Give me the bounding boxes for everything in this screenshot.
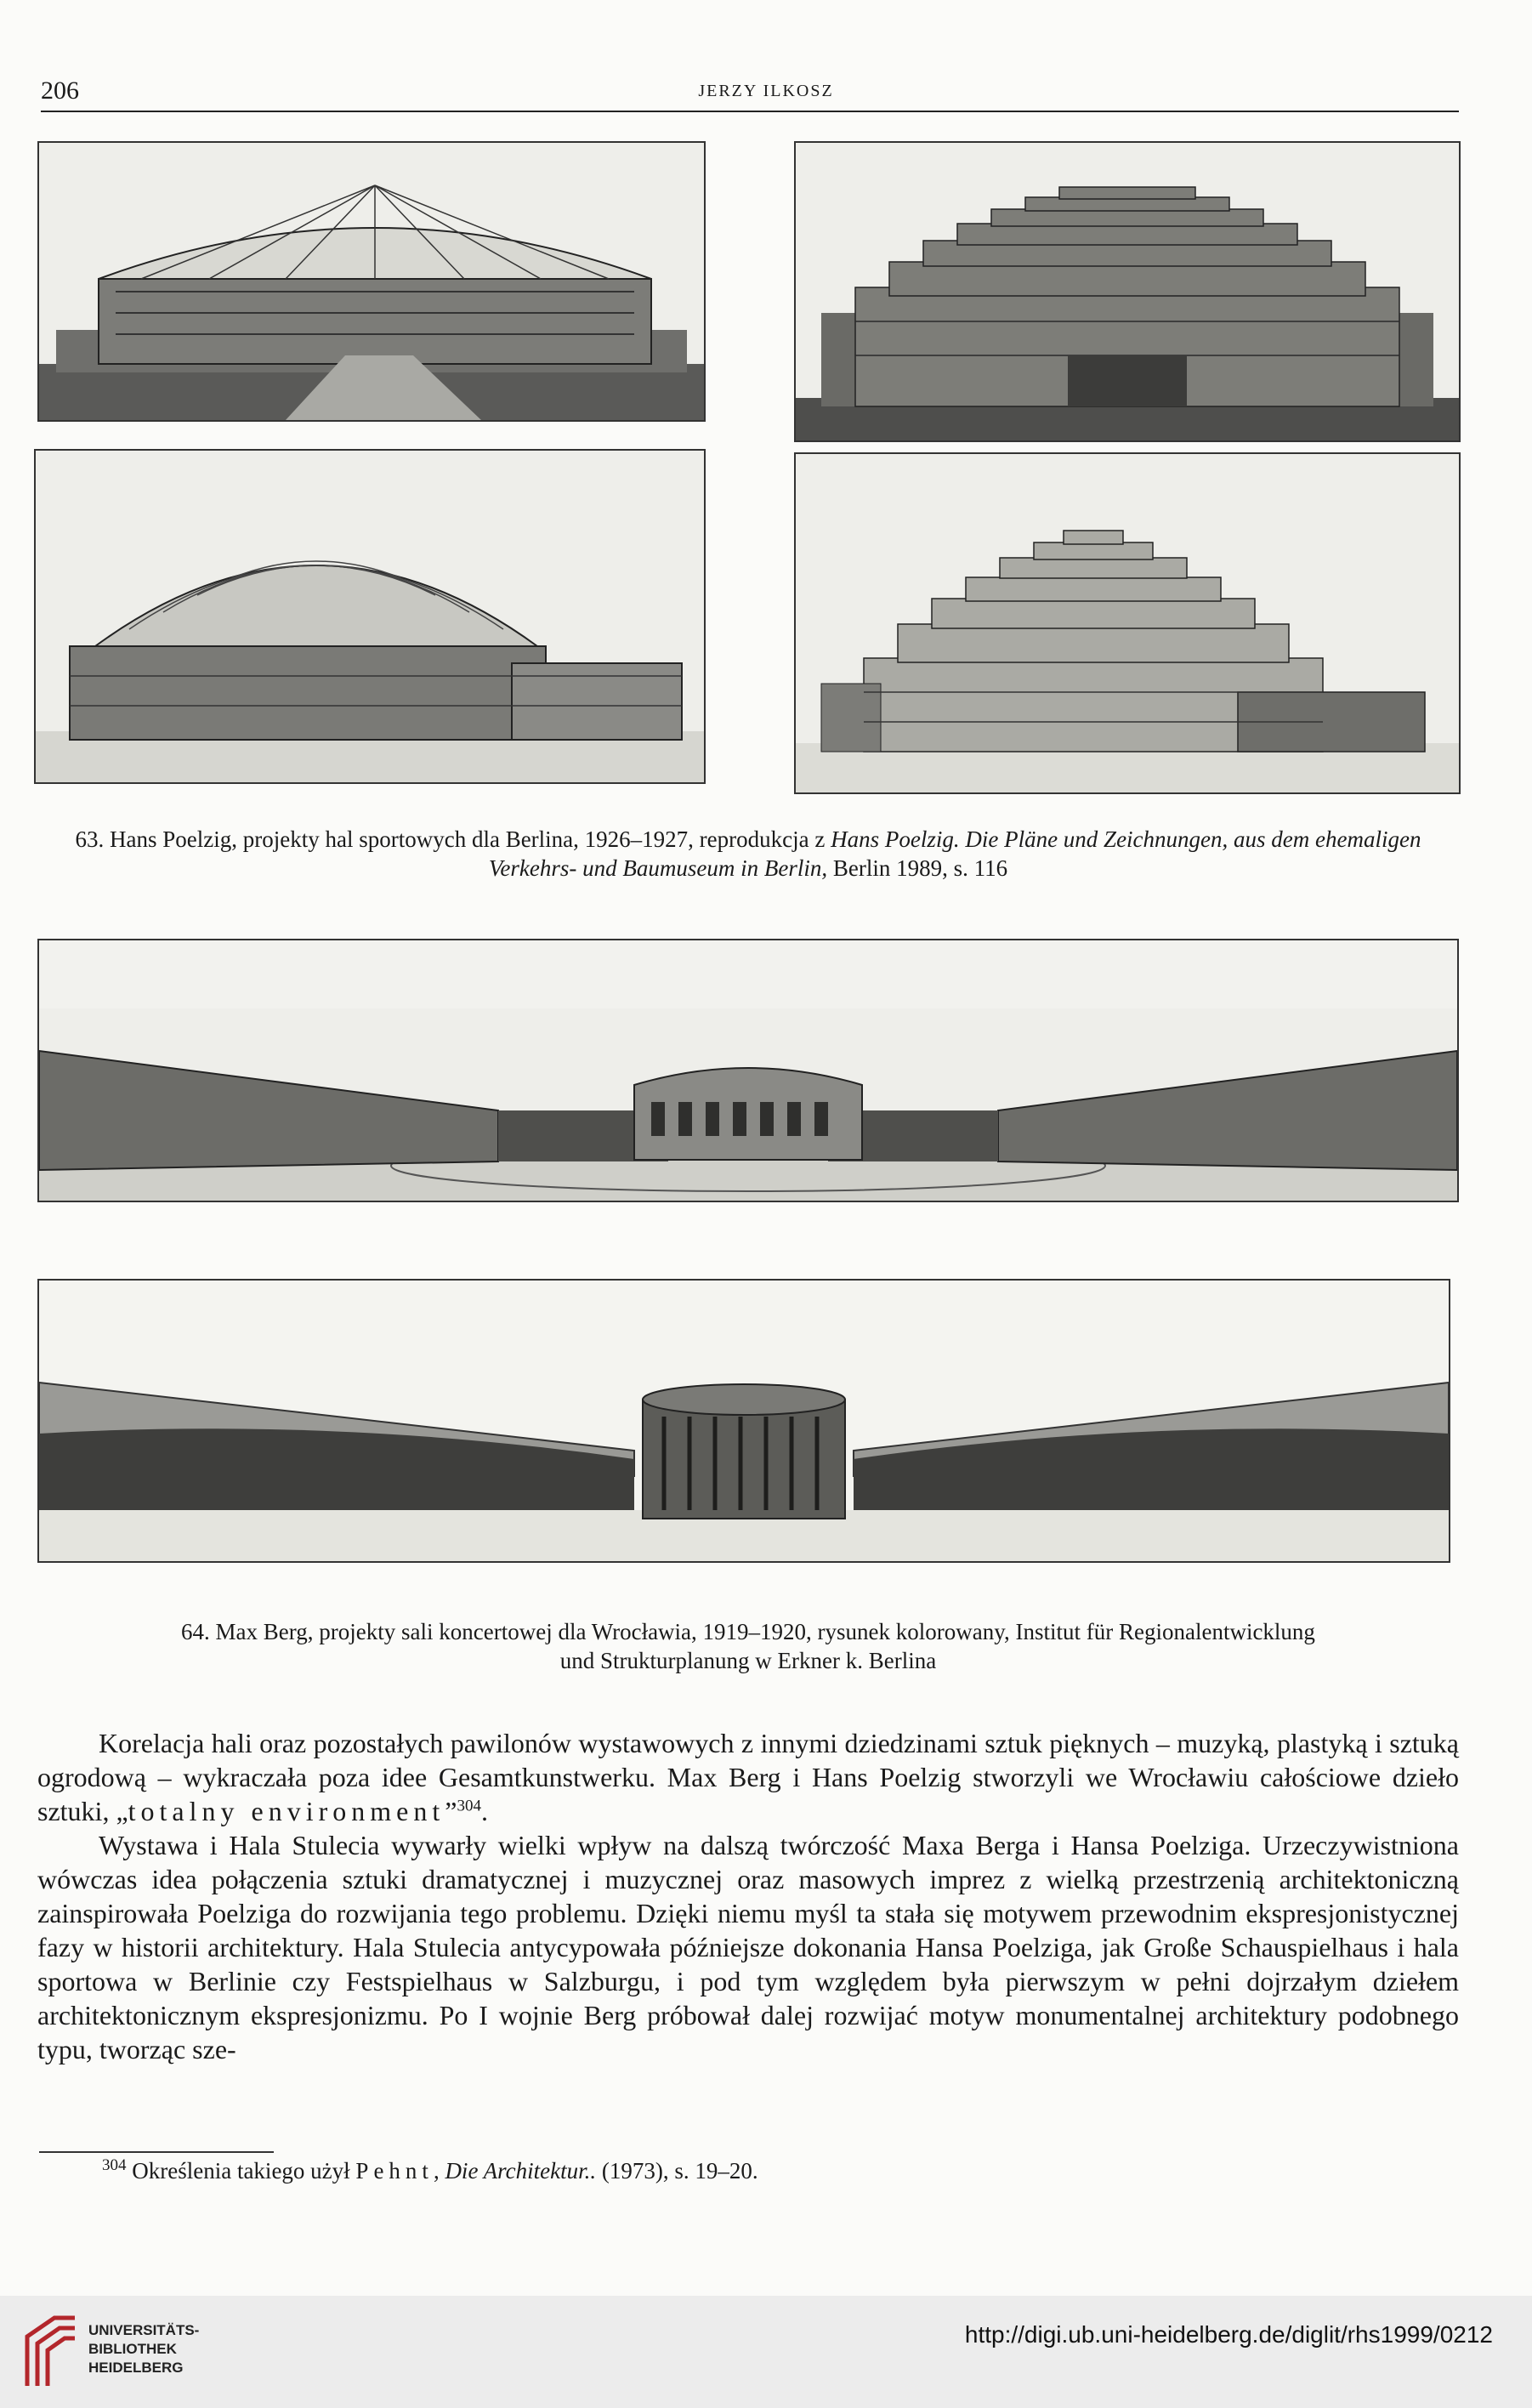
paragraph-1-spaced-term: totalny environment — [128, 1796, 445, 1826]
paragraph-1 — [37, 1726, 1459, 1828]
paragraph-2: Wystawa i Hala Stulecia wywarły wielki wpływ na dalszą twórczość Maxa Berga i Hansa Poelziga. Urzeczywistniona wówczas idea połączenia sztuki dramatycznej i muzycznej oraz masowych imprez z wielką przestrzenią architektoniczną zainspirowała Poelziga do rozwijania tego problemu. Dzięki niemu myśl ta stała się motywem przewodnim ekspresjonistycznej fazy w historii architektury. Hala Stulecia antycypowała późniejsze dokonania Hansa Poelziga, jak Große Schauspielhaus i hala sportowa w Berlinie czy Festspielhaus w Salzburgu, i pod tym względem była pierwszym w pełni dojrzałym dziełem architektonicznym ekspresjonizmu. Po I wojnie Berg próbował dalej rozwijać motyw monumentalnej architektury podobnego typu, tworząc sze- — [37, 1830, 1459, 2064]
figure-64-caption-line-1: 64. Max Berg, projekty sali koncertowej dla Wrocławia, 1919–1920, rysunek kolorowany, Institut für Regionalentwicklung — [181, 1619, 1315, 1644]
footnote-author: Pehnt — [355, 2158, 434, 2184]
figure-63-caption-text: 63. Hans Poelzig, projekty hal sportowych dla Berlina, 1926–1927, reprodukcja z — [75, 826, 831, 852]
library-name-line-1: UNIVERSITÄTS- — [88, 2322, 200, 2338]
figure-64-drawing-top — [37, 939, 1459, 1202]
header-rule — [41, 111, 1459, 112]
figure-63-caption — [37, 825, 1459, 883]
footnote-text-mid: , — [433, 2158, 445, 2184]
figure-63-caption-source-title: Hans Poelzig. Die Pläne und Zeichnungen, aus dem ehemaligen Verkehrs- und Baumuseum in Berlin, — [488, 826, 1421, 881]
running-title: JERZY ILKOSZ — [698, 82, 834, 100]
body-text — [37, 1726, 1459, 2066]
figure-64-caption — [37, 1617, 1459, 1675]
library-name-line-3: HEIDELBERG — [88, 2360, 184, 2376]
footnote-reference-304[interactable]: 304 — [457, 1797, 481, 1815]
page-number: 206 — [41, 77, 79, 105]
paragraph-1-closing-quote: ” — [445, 1796, 457, 1826]
figure-63-drawing-top-right — [794, 141, 1461, 442]
footnote-number: 304 — [102, 2156, 127, 2174]
figure-63-drawing-bottom-right — [794, 452, 1461, 794]
library-logo-icon — [20, 2311, 82, 2389]
paragraph-1-end: . — [480, 1796, 488, 1826]
figure-63-drawing-top-left — [37, 141, 706, 422]
figure-63-drawing-bottom-left — [34, 449, 706, 784]
footnote-text-after: (1973), s. 19–20. — [596, 2158, 758, 2184]
footnote-text-before: Określenia takiego użył — [126, 2158, 356, 2184]
paragraph-1-text: Korelacja hali oraz pozostałych pawilonów wystawowych z innymi dziedzinami sztuk pięknych – muzyką, plastyką i sztuką ogrodową – wykraczała poza idee Gesamtkunstwerku. Max Berg i Hans Poelzig stworzyli we Wrocławiu całościowe dzieło sztuki, „ — [37, 1728, 1459, 1826]
footnote-title: Die Architektur.. — [445, 2158, 597, 2184]
figure-64-caption-line-2: und Strukturplanung w Erkner k. Berlina — [559, 1648, 937, 1673]
footer-bar — [0, 2296, 1532, 2408]
permalink-url[interactable]: http://digi.ub.uni-heidelberg.de/diglit/rhs1999/0212 — [964, 2321, 1493, 2348]
footnote-304 — [102, 2158, 758, 2184]
library-name-line-2: BIBLIOTHEK — [88, 2341, 177, 2357]
figure-63-caption-publication: Berlin 1989, s. 116 — [827, 855, 1008, 881]
library-name — [88, 2321, 199, 2377]
footnote-rule — [39, 2151, 274, 2153]
figure-64-drawing-bottom — [37, 1279, 1450, 1563]
